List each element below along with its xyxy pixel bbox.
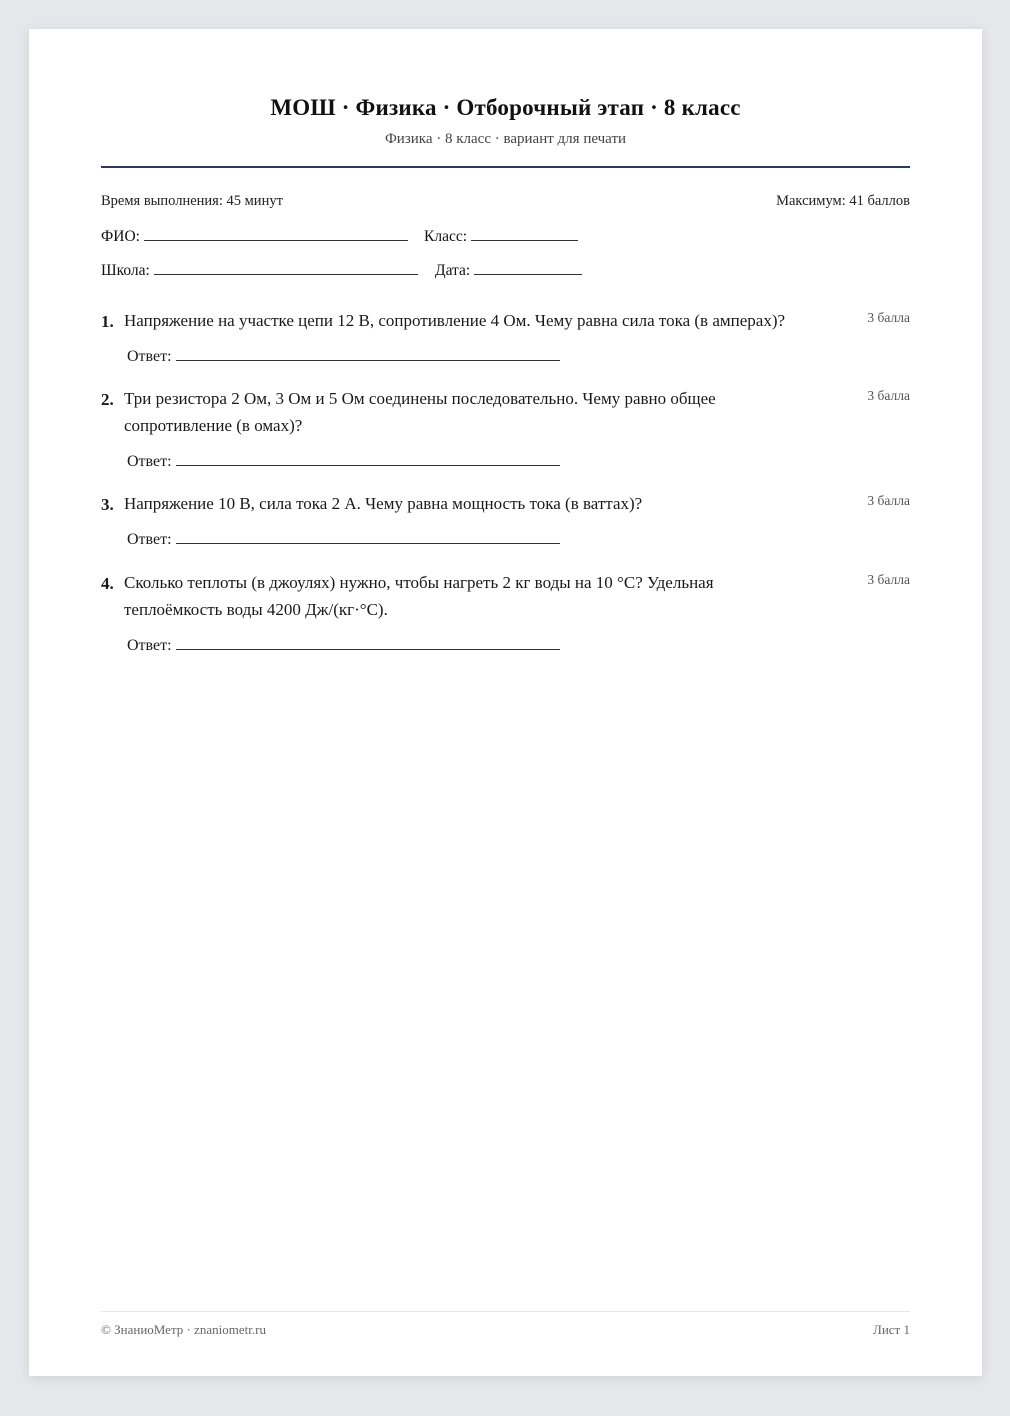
question-text: Напряжение на участке цепи 12 В, сопротивление 4 Ом. Чему равна сила тока (в амперах)? [124, 311, 786, 330]
school-label: Школа: [101, 262, 150, 279]
question-points: 3 балла [867, 572, 910, 587]
answer-label: Ответ: [127, 637, 172, 654]
class-blank-line[interactable] [471, 226, 578, 241]
answer-4[interactable] [127, 635, 560, 655]
answer-blank-line[interactable] [176, 635, 560, 650]
question-number: 4. [101, 574, 114, 593]
answer-label: Ответ: [127, 453, 172, 470]
page-title: МОШ · Физика · Отборочный этап · 8 класс [270, 95, 741, 120]
fio-label: ФИО: [101, 228, 140, 245]
answer-blank-line[interactable] [176, 529, 560, 544]
answer-label: Ответ: [127, 348, 172, 365]
header-divider [101, 166, 910, 168]
footer-divider [101, 1311, 910, 1312]
school-blank-line[interactable] [154, 260, 418, 275]
question-number: 1. [101, 312, 114, 331]
question-number: 3. [101, 495, 114, 514]
sheet-content [101, 29, 910, 1376]
date-label: Дата: [435, 262, 471, 279]
fio-blank-line[interactable] [144, 226, 408, 241]
date-field[interactable] [435, 260, 582, 280]
school-field[interactable] [101, 260, 418, 280]
answer-1[interactable] [127, 346, 560, 366]
answer-blank-line[interactable] [176, 451, 560, 466]
question-points: 3 балла [867, 388, 910, 403]
footer-sheet-number: Лист 1 [873, 1322, 910, 1337]
question-text: Сколько теплоты (в джоулях) нужно, чтобы нагреть 2 кг воды на 10 °C? Удельная теплоёмкость воды 4200 Дж/(кг·°C). [124, 573, 714, 619]
question-text: Напряжение 10 В, сила тока 2 А. Чему равна мощность тока (в ваттах)? [124, 494, 643, 513]
class-label: Класс: [424, 228, 468, 245]
question-points: 3 балла [867, 493, 910, 508]
answer-blank-line[interactable] [176, 346, 560, 361]
print-sheet [29, 29, 982, 1376]
class-field[interactable] [424, 226, 578, 246]
question-text: Три резистора 2 Ом, 3 Ом и 5 Ом соединены последовательно. Чему равно общее сопротивление (в омах)? [124, 389, 716, 435]
question-number: 2. [101, 390, 114, 409]
answer-label: Ответ: [127, 531, 172, 548]
answer-3[interactable] [127, 529, 560, 549]
date-blank-line[interactable] [474, 260, 582, 275]
answer-2[interactable] [127, 451, 560, 471]
fio-field[interactable] [101, 226, 408, 246]
question-points: 3 балла [867, 310, 910, 325]
page-subtitle: Физика · 8 класс · вариант для печати [384, 131, 627, 147]
footer-copyright: © ЗнаниоМетр · znaniometr.ru [101, 1322, 266, 1337]
time-limit: Время выполнения: 45 минут [101, 193, 283, 209]
max-score: Максимум: 41 баллов [776, 193, 910, 209]
